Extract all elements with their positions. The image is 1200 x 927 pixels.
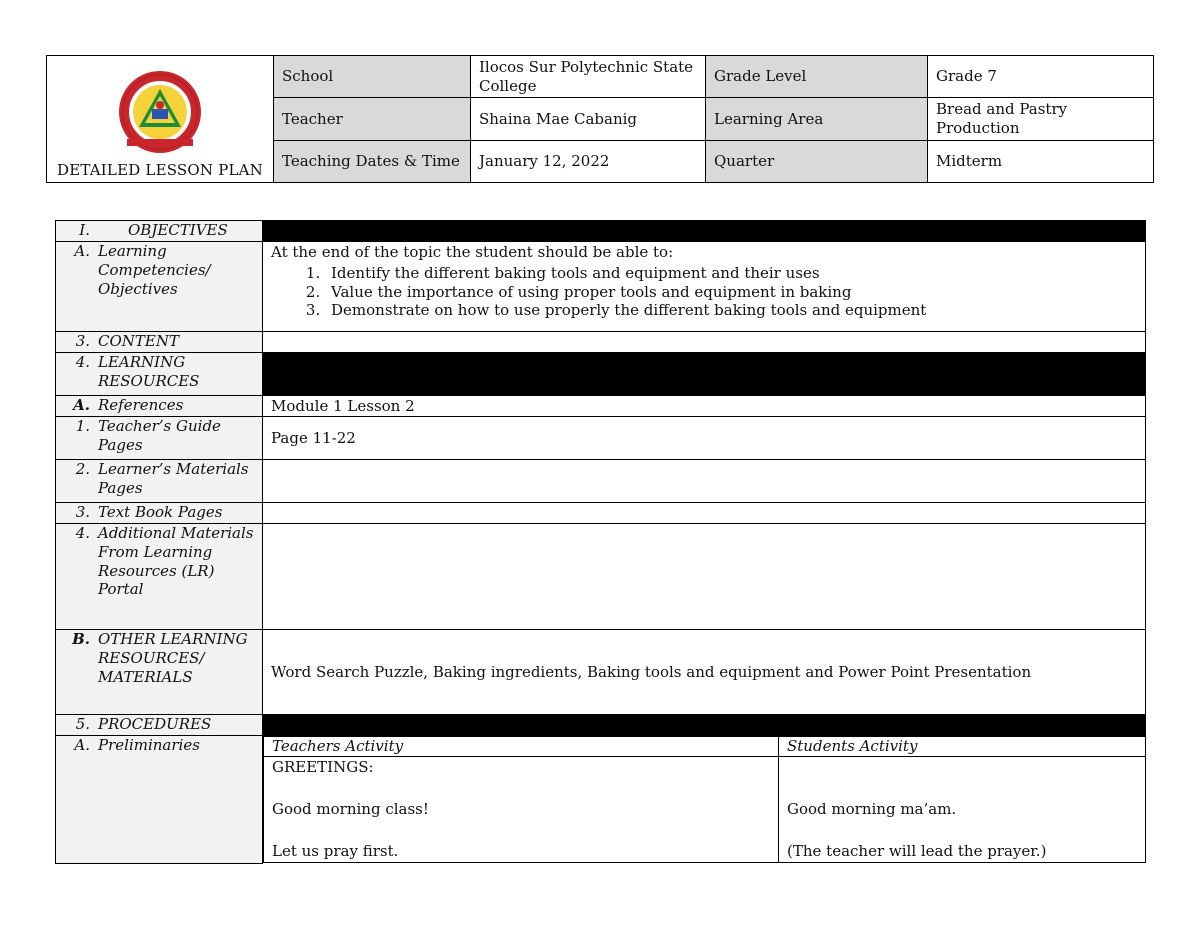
teacher-line: Good morning class! [272, 800, 429, 818]
dates-value: January 12, 2022 [471, 141, 706, 183]
students-activity-cell [779, 757, 1146, 863]
text-book-row: 3. Text Book Pages [56, 503, 1146, 524]
header-table [46, 55, 1154, 183]
content-label: CONTENT [98, 332, 179, 350]
objectives-list [271, 264, 1137, 320]
student-line: (The teacher will lead the prayer.) [787, 842, 1047, 860]
procedures-row: 5. PROCEDURES [56, 715, 1146, 736]
teachers-guide-label: Teacher’s Guide Pages [98, 417, 221, 454]
teacher-line: Let us pray first. [272, 842, 399, 860]
learning-area-label: Learning Area [706, 98, 928, 141]
document-title: DETAILED LESSON PLAN [56, 161, 264, 180]
teachers-guide-row: 1. Teacher’s Guide Pages Page 11-22 [56, 417, 1146, 460]
grade-level-label: Grade Level [706, 56, 928, 98]
teachers-activity-cell [264, 757, 779, 863]
learning-resources-row: 4. LEARNING RESOURCES [56, 353, 1146, 396]
teachers-activity-heading: Teachers Activity [264, 737, 779, 757]
activity-table [263, 736, 1146, 863]
additional-materials-label: Additional Materials From Learning Resources (LR) Portal [98, 524, 254, 599]
content-value [263, 332, 1146, 353]
school-label: School [274, 56, 471, 98]
learning-resources-label: LEARNING RESOURCES [98, 353, 200, 390]
lesson-plan-table [55, 220, 1146, 864]
teacher-value: Shaina Mae Cabanig [471, 98, 706, 141]
dates-label: Teaching Dates & Time [274, 141, 471, 183]
learning-area-value: Bread and Pastry Production [928, 98, 1154, 141]
list-item: 2. Value the importance of using proper tools and equipment in baking [325, 283, 1137, 302]
procedures-label: PROCEDURES [98, 715, 212, 733]
competencies-label: Learning Competencies/ Objectives [98, 242, 211, 298]
school-value: Ilocos Sur Polytechnic State College [471, 56, 706, 98]
teacher-line: GREETINGS: [272, 758, 374, 776]
learners-materials-value [263, 460, 1146, 503]
student-line [787, 757, 1137, 778]
list-item: 3. Demonstrate on how to use properly the different baking tools and equipment [325, 301, 1137, 320]
objectives-heading: OBJECTIVES [128, 221, 228, 239]
school-seal-icon [105, 69, 215, 155]
objectives-intro: At the end of the topic the student should be able to: [271, 243, 674, 261]
students-activity-heading: Students Activity [779, 737, 1146, 757]
text-book-label: Text Book Pages [98, 503, 223, 521]
learners-materials-label: Learner’s Materials Pages [98, 460, 249, 497]
list-item: 1. Identify the different baking tools and equipment and their uses [325, 264, 1137, 283]
content-row: 3. CONTENT [56, 332, 1146, 353]
objectives-row: I. OBJECTIVES [56, 221, 1146, 242]
grade-level-value: Grade 7 [928, 56, 1154, 98]
other-resources-label: OTHER LEARNING RESOURCES/ MATERIALS [98, 630, 248, 686]
text-book-value [263, 503, 1146, 524]
references-row: A. References Module 1 Lesson 2 [56, 396, 1146, 417]
competencies-row: A. Learning Competencies/ Objectives At the end of the topic the student should be able to: 1. Identify the different baking tools and equipment and their uses 2. Value the importance of using proper tools and equipment in baking 3. Demonstrate on how to use properly the different baking tools and equipment [56, 242, 1146, 332]
teacher-label: Teacher [274, 98, 471, 141]
other-resources-value: Word Search Puzzle, Baking ingredients, Baking tools and equipment and Power Point Presentation [263, 630, 1146, 715]
logo-cell [47, 56, 274, 183]
other-resources-row: B. OTHER LEARNING RESOURCES/ MATERIALS Word Search Puzzle, Baking ingredients, Baking tools and equipment and Power Point Presentation [56, 630, 1146, 715]
student-line: Good morning ma’am. [787, 800, 957, 818]
additional-materials-value [263, 524, 1146, 630]
quarter-label: Quarter [706, 141, 928, 183]
learners-materials-row: 2. Learner’s Materials Pages [56, 460, 1146, 503]
references-value: Module 1 Lesson 2 [263, 396, 1146, 417]
preliminaries-label: Preliminaries [98, 736, 200, 754]
teachers-guide-value: Page 11-22 [263, 417, 1146, 460]
quarter-value: Midterm [928, 141, 1154, 183]
additional-materials-row: 4. Additional Materials From Learning Resources (LR) Portal [56, 524, 1146, 630]
preliminaries-row: A. Preliminaries Teachers Activity Students Activity GREETINGS: Good morning class! Let us pray first. Good morning ma’am. (The teacher will lead the prayer.) [56, 736, 1146, 864]
references-label: References [98, 396, 184, 414]
